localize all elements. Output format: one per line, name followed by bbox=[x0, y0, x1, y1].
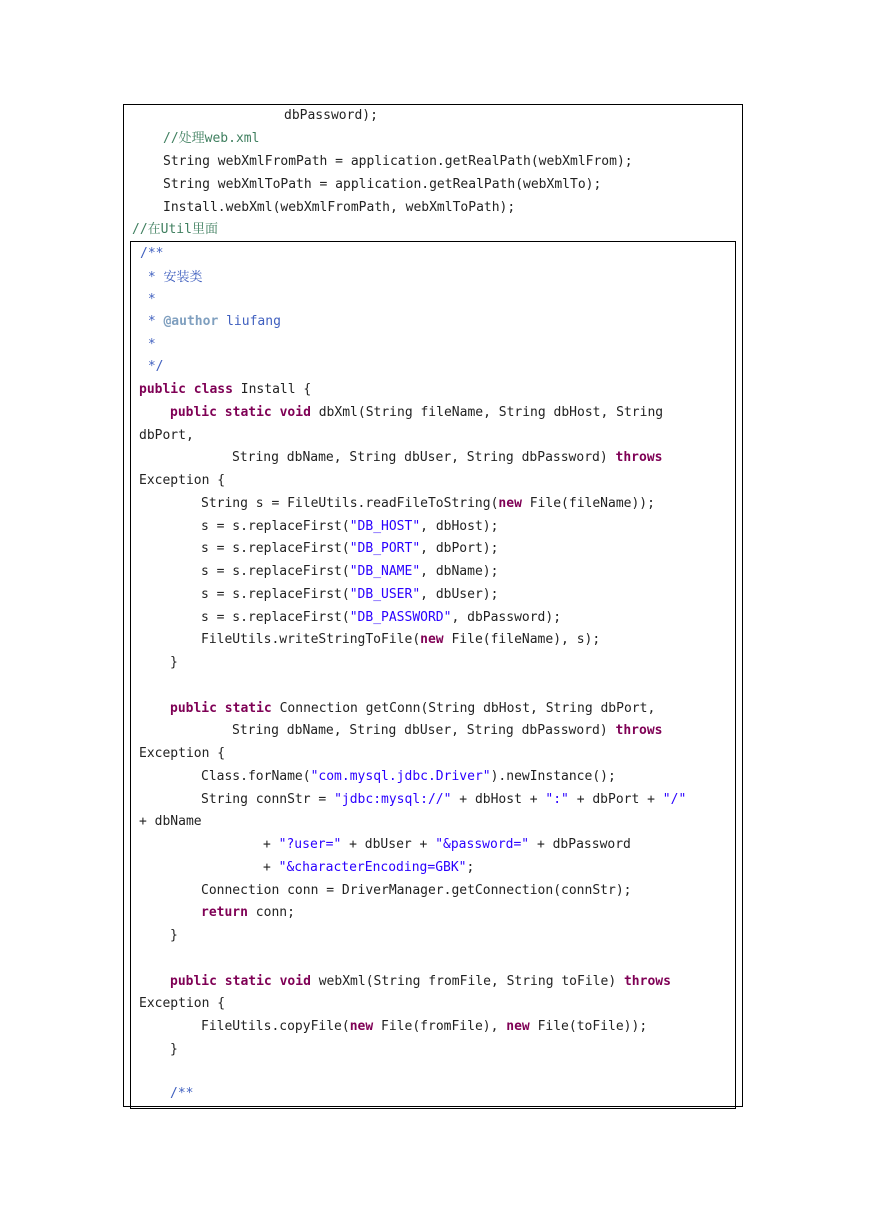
code-token: , dbPort); bbox=[420, 541, 499, 556]
code-token: , dbHost); bbox=[420, 519, 499, 534]
code-token: public bbox=[170, 405, 217, 420]
code-token: new bbox=[498, 496, 522, 511]
code-line bbox=[201, 905, 295, 921]
code-line bbox=[140, 270, 202, 286]
code-token: * bbox=[140, 314, 164, 329]
code-line bbox=[170, 974, 671, 990]
code-line bbox=[163, 154, 633, 170]
code-line bbox=[201, 564, 498, 580]
code-line bbox=[201, 587, 498, 603]
code-token: liufang bbox=[218, 314, 281, 329]
code-token: Exception { bbox=[139, 746, 226, 761]
code-line bbox=[201, 519, 498, 535]
code-token: s = s.replaceFirst( bbox=[201, 519, 350, 534]
code-token: "?user=" bbox=[278, 837, 342, 852]
code-token: public bbox=[170, 701, 217, 716]
code-token: conn; bbox=[247, 905, 295, 920]
code-token: + bbox=[263, 860, 279, 875]
code-token: "DB_PORT" bbox=[349, 541, 421, 556]
code-token: void bbox=[279, 974, 311, 989]
code-token: File(toFile)); bbox=[529, 1019, 648, 1034]
code-token: } bbox=[170, 1042, 178, 1057]
code-line bbox=[140, 314, 281, 330]
code-token: Install.webXml(webXmlFromPath, webXmlToPath); bbox=[163, 200, 516, 215]
code-token: String dbName, String dbUser, String dbPassword) bbox=[232, 450, 616, 465]
code-token: + bbox=[263, 837, 279, 852]
code-token: throws bbox=[615, 450, 663, 465]
code-token: /** bbox=[140, 246, 164, 261]
code-token bbox=[217, 974, 225, 989]
code-token: ).newInstance(); bbox=[490, 769, 616, 784]
code-token: "jdbc:mysql://" bbox=[334, 792, 452, 807]
code-line bbox=[139, 746, 225, 762]
code-line bbox=[163, 131, 259, 147]
code-token: "DB_NAME" bbox=[349, 564, 421, 579]
code-token: dbPort, bbox=[139, 428, 194, 443]
code-line bbox=[263, 860, 474, 876]
code-token: + dbHost + bbox=[451, 792, 546, 807]
code-line bbox=[170, 405, 663, 421]
code-token: "&characterEncoding=GBK" bbox=[278, 860, 467, 875]
code-token bbox=[217, 405, 225, 420]
code-line bbox=[163, 200, 515, 216]
code-token: webXml(String fromFile, String toFile) bbox=[310, 974, 624, 989]
code-line bbox=[284, 108, 378, 124]
code-token: + dbUser + bbox=[341, 837, 436, 852]
code-line bbox=[201, 792, 686, 808]
code-token bbox=[272, 405, 280, 420]
code-token: String s = FileUtils.readFileToString( bbox=[201, 496, 499, 511]
code-line bbox=[201, 496, 655, 512]
code-line bbox=[232, 450, 662, 466]
code-token: "com.mysql.jdbc.Driver" bbox=[310, 769, 491, 784]
code-token: * bbox=[140, 292, 156, 307]
code-token: s = s.replaceFirst( bbox=[201, 587, 350, 602]
code-line bbox=[170, 1086, 193, 1102]
code-token: //处理web.xml bbox=[163, 131, 260, 146]
code-line bbox=[201, 769, 616, 785]
code-token: File(fileName), s); bbox=[443, 632, 601, 647]
code-token: throws bbox=[615, 723, 663, 738]
code-token: * bbox=[140, 337, 156, 352]
code-token: dbPassword); bbox=[284, 108, 378, 123]
code-token: ":" bbox=[545, 792, 569, 807]
code-token bbox=[217, 701, 225, 716]
code-line bbox=[232, 723, 662, 739]
code-token: + dbPort + bbox=[568, 792, 663, 807]
code-token: */ bbox=[140, 359, 164, 374]
code-token: , dbUser); bbox=[420, 587, 499, 602]
code-line bbox=[201, 541, 498, 557]
code-line bbox=[170, 655, 178, 671]
code-token: s = s.replaceFirst( bbox=[201, 541, 350, 556]
code-token: new bbox=[506, 1019, 530, 1034]
code-line bbox=[140, 246, 163, 262]
code-token: static bbox=[224, 701, 272, 716]
code-token: String connStr = bbox=[201, 792, 335, 807]
code-token: File(fileName)); bbox=[521, 496, 655, 511]
code-line bbox=[170, 701, 655, 717]
code-line bbox=[170, 928, 178, 944]
code-line bbox=[201, 1019, 647, 1035]
code-line bbox=[139, 814, 202, 830]
code-line bbox=[201, 610, 561, 626]
code-token: class bbox=[193, 382, 233, 397]
code-token: s = s.replaceFirst( bbox=[201, 564, 350, 579]
code-token: "&password=" bbox=[435, 837, 530, 852]
code-token: FileUtils.copyFile( bbox=[201, 1019, 350, 1034]
code-token: } bbox=[170, 655, 178, 670]
code-token: @author bbox=[163, 314, 219, 329]
code-token: * 安装类 bbox=[140, 270, 203, 285]
code-line bbox=[132, 222, 218, 238]
code-token: new bbox=[349, 1019, 374, 1034]
code-token: Install { bbox=[232, 382, 312, 397]
code-line bbox=[140, 337, 156, 353]
code-line bbox=[201, 883, 631, 899]
code-token: String dbName, String dbUser, String dbPassword) bbox=[232, 723, 616, 738]
code-token: String webXmlToPath = application.getRealPath(webXmlTo); bbox=[163, 177, 602, 192]
code-token: , dbPassword); bbox=[451, 610, 562, 625]
code-token: "DB_PASSWORD" bbox=[349, 610, 452, 625]
code-token: "DB_HOST" bbox=[349, 519, 421, 534]
code-token bbox=[186, 382, 194, 397]
code-token: throws bbox=[623, 974, 671, 989]
code-token: ; bbox=[466, 860, 475, 875]
code-token: FileUtils.writeStringToFile( bbox=[201, 632, 421, 647]
code-token: Exception { bbox=[139, 996, 226, 1011]
code-line bbox=[140, 292, 156, 308]
code-line bbox=[139, 473, 225, 489]
code-token: Connection conn = DriverManager.getConnection(connStr); bbox=[201, 883, 632, 898]
code-token: s = s.replaceFirst( bbox=[201, 610, 350, 625]
code-line bbox=[263, 837, 631, 853]
code-line bbox=[139, 428, 194, 444]
code-line bbox=[139, 382, 311, 398]
code-line bbox=[201, 632, 600, 648]
code-token: return bbox=[201, 905, 248, 920]
code-token: new bbox=[420, 632, 444, 647]
code-line bbox=[170, 1042, 178, 1058]
code-line bbox=[163, 177, 601, 193]
code-token: String webXmlFromPath = application.getRealPath(webXmlFrom); bbox=[163, 154, 633, 169]
code-token: + dbName bbox=[139, 814, 202, 829]
code-token: public bbox=[139, 382, 186, 397]
code-token: + dbPassword bbox=[529, 837, 631, 852]
code-token: } bbox=[170, 928, 178, 943]
code-token: dbXml(String fileName, String dbHost, String bbox=[310, 405, 664, 420]
code-token: /** bbox=[170, 1086, 194, 1101]
code-token: Connection getConn(String dbHost, String dbPort, bbox=[271, 701, 656, 716]
code-token: public bbox=[170, 974, 217, 989]
code-token: //在Util里面 bbox=[132, 222, 218, 237]
code-token bbox=[272, 974, 280, 989]
code-token: "/" bbox=[662, 792, 687, 807]
code-token: File(fromFile), bbox=[373, 1019, 507, 1034]
code-token: "DB_USER" bbox=[349, 587, 421, 602]
code-line bbox=[140, 359, 163, 375]
code-token: static bbox=[224, 974, 272, 989]
code-token: Exception { bbox=[139, 473, 226, 488]
code-line bbox=[139, 996, 225, 1012]
code-token: , dbName); bbox=[420, 564, 499, 579]
code-token: static bbox=[224, 405, 272, 420]
code-token: Class.forName( bbox=[201, 769, 311, 784]
code-token: void bbox=[279, 405, 311, 420]
